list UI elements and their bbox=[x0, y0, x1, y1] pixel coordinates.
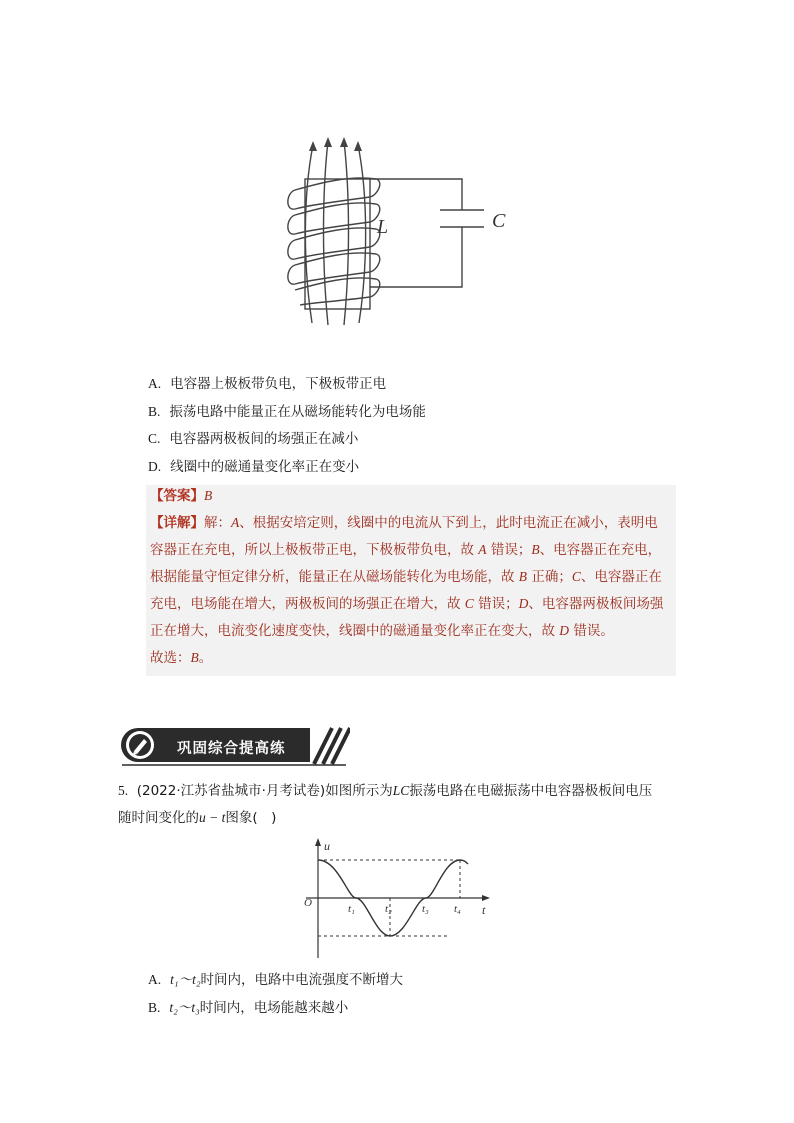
detail-line: 故选：B。 bbox=[150, 650, 213, 666]
option-a: A. 电容器上极板带负电，下极板带正电 bbox=[148, 376, 387, 392]
u-axis-label: u bbox=[324, 839, 330, 853]
tick-t2: t₂ bbox=[385, 903, 392, 915]
question5-line1: 5. (2022·江苏省盐城市·月考试卷)如图所示为LC振荡电路在电磁振荡中电容器极板间电压 bbox=[118, 783, 653, 799]
detail-line: 充电，电场能在增大，两极板间的场强正在增大，故 C 错误；D、电容器两极板间场强 bbox=[150, 596, 664, 612]
arrow-head-icon bbox=[340, 137, 348, 147]
lc-circuit-figure bbox=[280, 135, 520, 330]
coil-turn bbox=[288, 178, 380, 209]
field-line bbox=[305, 145, 313, 323]
arrow-head-icon bbox=[354, 141, 362, 151]
t-axis-label: t bbox=[482, 903, 486, 917]
tick-t1: t₁ bbox=[348, 903, 355, 915]
detail-line: 容器正在充电，所以上极板带正电，下极板带负电，故 A 错误；B、电容器正在充电， bbox=[150, 542, 662, 558]
arrow-head-icon bbox=[324, 137, 332, 147]
tick-t4: t₄ bbox=[454, 903, 461, 915]
detail-line: 根据能量守恒定律分析，能量正在从磁场能转化为电场能，故 B 正确；C、电容器正在 bbox=[150, 569, 662, 585]
origin-label: O bbox=[304, 897, 312, 909]
tick-t3: t₃ bbox=[422, 903, 429, 915]
q5-option-a: A. t₁～t₂时间内，电路中电流强度不断增大 bbox=[148, 972, 404, 988]
top-wire bbox=[370, 179, 462, 210]
q5-option-b: B. t₂～t₃时间内，电场能越来越小 bbox=[148, 1000, 349, 1016]
option-b: B. 振荡电路中能量正在从磁场能转化为电场能 bbox=[148, 404, 426, 420]
capacitor-label: C bbox=[492, 210, 506, 232]
option-d: D. 线圈中的磁通量变化率正在变小 bbox=[148, 459, 360, 475]
arrow-head-icon bbox=[309, 141, 317, 151]
answer-line: 【答案】B bbox=[150, 488, 213, 504]
detail-line: 正在增大，电流变化速度变快，线圈中的磁通量变化率正在变大，故 D 错误。 bbox=[150, 623, 614, 639]
option-c: C. 电容器两极板间的场强正在减小 bbox=[148, 431, 359, 447]
inductor-label: L bbox=[377, 216, 389, 238]
question5-line2: 随时间变化的u − t图象( ) bbox=[118, 810, 277, 826]
u-axis-arrow-icon bbox=[315, 838, 321, 846]
field-line bbox=[344, 141, 349, 325]
u-t-graph bbox=[298, 838, 498, 958]
field-line bbox=[358, 145, 366, 323]
t-axis-arrow-icon bbox=[482, 895, 490, 901]
detail-line: 【详解】解：A、根据安培定则，线圈中的电流从下到上，此时电流正在减小，表明电 bbox=[150, 515, 658, 531]
section-title: 巩固综合提高练 bbox=[177, 741, 286, 757]
